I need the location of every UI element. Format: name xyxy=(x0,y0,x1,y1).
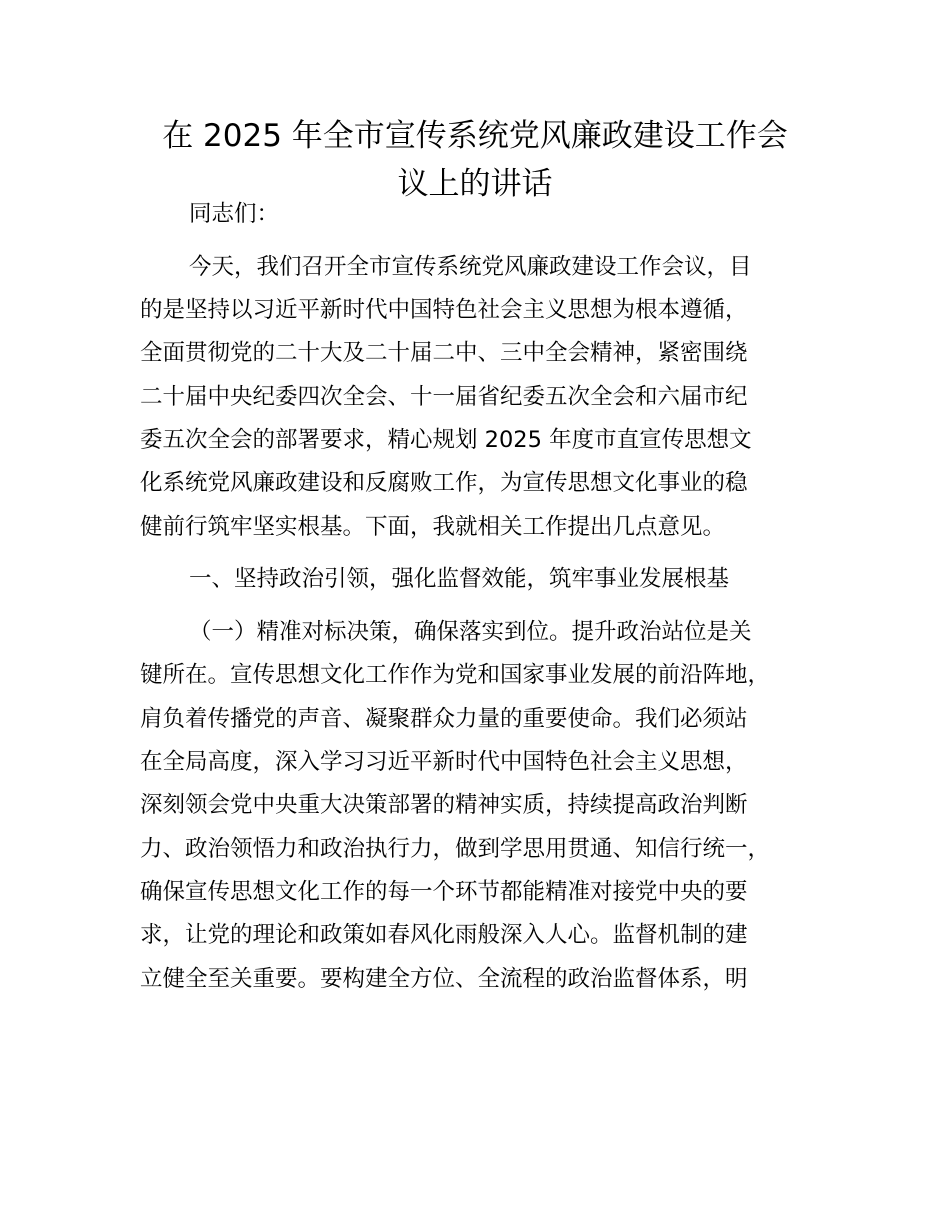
paragraph-line: 二十届中央纪委四次全会、十一届省纪委五次全会和六届市纪 xyxy=(140,383,748,410)
paragraph-line: 今天，我们召开全市宣传系统党风廉政建设工作会议，目 xyxy=(189,253,752,280)
paragraph-line: 化系统党风廉政建设和反腐败工作，为宣传思想文化事业的稳 xyxy=(140,470,748,497)
paragraph-line: 的是坚持以习近平新时代中国特色社会主义思想为根本遵循， xyxy=(140,297,748,324)
paragraph-line: 深刻领会党中央重大决策部署的精神实质，持续提高政治判断 xyxy=(140,792,748,819)
paragraph-line: 在全局高度，深入学习习近平新时代中国特色社会主义思想， xyxy=(140,749,748,776)
paragraph-gap xyxy=(140,236,840,246)
paragraph-line: 力、政治领悟力和政治执行力，做到学思用贯通、知信行统一， xyxy=(140,835,771,862)
paragraph-gap xyxy=(140,549,840,559)
paragraph-line: 全面贯彻党的二十大及二十届二中、三中全会精神，紧密围绕 xyxy=(140,340,748,367)
paragraph-line: 求，让党的理论和政策如春风化雨般深入人心。监督机制的建 xyxy=(140,922,748,949)
paragraph-line: 肩负着传播党的声音、凝聚群众力量的重要使命。我们必须站 xyxy=(140,705,748,732)
title-line: 议上的讲话 xyxy=(397,166,553,202)
paragraph-section1-item1 xyxy=(140,611,840,1001)
section-heading: 一、坚持政治引领，强化监督效能，筑牢事业发展根基 xyxy=(189,566,730,593)
paragraph-line: 确保宣传思想文化工作的每一个环节都能精准对接党中央的要 xyxy=(140,878,748,905)
paragraph-gap xyxy=(140,602,840,612)
paragraph-line: 键所在。宣传思想文化工作作为党和国家事业发展的前沿阵地， xyxy=(140,662,771,689)
paragraph-line: 委五次全会的部署要求，精心规划 2025 年度市直宣传思想文 xyxy=(140,426,752,453)
title-line: 在 2025 年全市宣传系统党风廉政建设工作会 xyxy=(162,118,788,154)
paragraph-intro xyxy=(140,246,840,549)
paragraph-line: 健前行筑牢坚实根基。下面，我就相关工作提出几点意见。 xyxy=(140,513,726,540)
paragraph-line: 立健全至关重要。要构建全方位、全流程的政治监督体系，明 xyxy=(140,965,748,992)
salutation: 同志们： xyxy=(189,201,280,227)
document-body xyxy=(140,193,840,1001)
paragraph-line: （一）精准对标决策，确保落实到位。提升政治站位是关 xyxy=(189,619,752,646)
